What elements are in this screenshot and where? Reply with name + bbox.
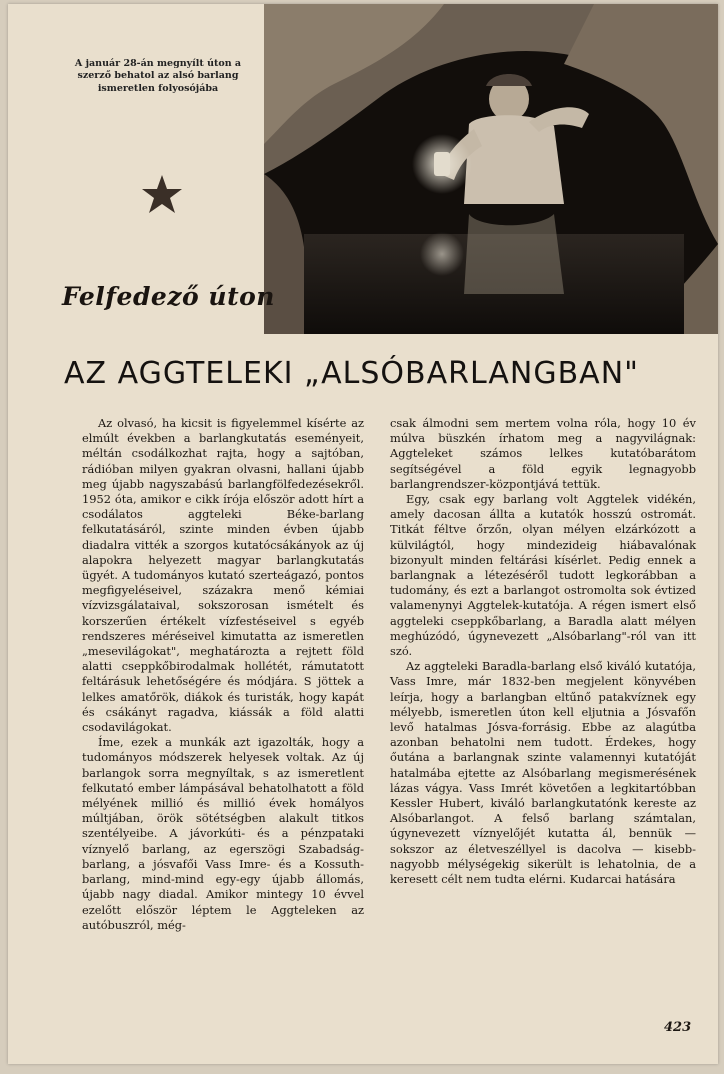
paragraph: Az olvasó, ha kicsit is figyelemmel kísérte az elmúlt években a barlangkutatás eseményeit, méltán csodálkozhat rajta, hogy a sajtóban, rádióban milyen gyakran olvasni, hallani újabb meg újabb nagyszabású barlangfölfedezésekről. 1952 óta, amikor e cikk írója először adott hírt a csodálatos aggteleki Béke-barlang felkutatásáról, szinte minden évben újabb diadalra vitték a szorgos kutatócsákányok az új alapokra helyezett magyar barlangkutatás ügyét. A tudományos kutató szerteágazó, pontos megfigyeléseivel, százakra menő kémiai vízvizsgálataival, sokszorosan ismételt és korszerűen értékelt vízfestéseivel s egyéb rendszeres méréseivel kimutatta az ismeretlen „mesevilágokat", meghatározta a rejtett föld alatti cseppkőbirodalmak hollétét, rámutatott feltárásuk lehetőségére és módjára. S jöttek a lelkes amatőrök, diákok és turisták, hogy kapát és csákányt ragadva, kiássák a föld alatti csodavilágokat. xyxy=(82,416,364,735)
star-icon xyxy=(140,173,184,217)
paragraph: csak álmodni sem mertem volna róla, hogy 10 év múlva büszkén írhatom meg a nagyvilágnak: Aggteleket számos lelkes kutatóbarátom segítségével a föld egyik legnagyobb barlangrendszer-központjává tettük. xyxy=(390,416,696,491)
article-right-column xyxy=(390,416,696,887)
paragraph: Egy, csak egy barlang volt Aggtelek vidékén, amely dacosan állta a kutatók hosszú ostromát. Titkát féltve őrzőn, olyan mélyen elzárkózott a külvilágtól, hogy mindezideig hiábavalónak bizonyult minden feltárási kísérlet. Pedig ennek a barlangnak a létezéséről tudott legkorábban a tudomány, és ezt a barlangot ostromolta sok évtized valamenynyi Aggtelek-kutatója. A régen ismert első aggteleki cseppkőbarlang, a Baradla alatt mélyen meghúzódó, úgynevezett „Alsóbarlang"-ról van itt szó. xyxy=(390,492,696,659)
section-label: Felfedező úton xyxy=(62,282,275,311)
photo-caption: A január 28-án megnyílt úton a szerző behatol az alsó barlang ismeretlen folyosójába xyxy=(74,58,242,94)
paragraph: Íme, ezek a munkák azt igazolták, hogy a tudományos módszerek helyesek voltak. Az új barlangok sorra megnyíltak, s az ismeretlent felkutató ember lámpásával behatolhatott a föld mélyének millió és millió évek homályos múltjában, örök sötétségben alakult titkos szentélyeibe. A jávorkúti- és a pénzpataki víznyelő barlang, az egerszögi Szabadság-barlang, a jósvafői Vass Imre- és a Kossuth-barlang, mind-mind egy-egy újabb állomás, újabb nagy diadal. Amikor mintegy 10 évvel ezelőtt először léptem le Aggteleken az autóbuszról, még- xyxy=(82,735,364,932)
article-headline: AZ AGGTELEKI „ALSÓBARLANGBAN" xyxy=(64,356,639,391)
page-number: 423 xyxy=(664,1020,692,1035)
paragraph: Az aggteleki Baradla-barlang első kiváló kutatója, Vass Imre, már 1832-ben megjelent könyvében leírja, hogy a barlangban eltűnő patakvíznek egy mélyebb, ismeretlen úton kell eljutnia a Jósvafőn levő hatalmas Jósva-forrásig. Ebbe az alagútba azonban behatolni nem tudott. Érdekes, hogy őutána a barlangnak szinte valamennyi kutatóját hatalmába ejtette az Alsóbarlang megismerésének lázas vágya. Vass Imrét követően a legkitartóbban Kessler Hubert, kiváló barlangkutatónk kereste az Alsóbarlangot. A felső barlang számtalan, úgynevezett víznyelőjét kutatta ál, bennük — sokszor az életveszéllyel is dacolva — kisebb-nagyobb mélységekig sikerült is lehatolnia, de a keresett célt nem tudta elérni. Kudarcai hatására xyxy=(390,659,696,887)
cave-explorer-illustration xyxy=(264,4,718,334)
cave-photo xyxy=(264,4,718,334)
article-left-column xyxy=(82,416,364,933)
